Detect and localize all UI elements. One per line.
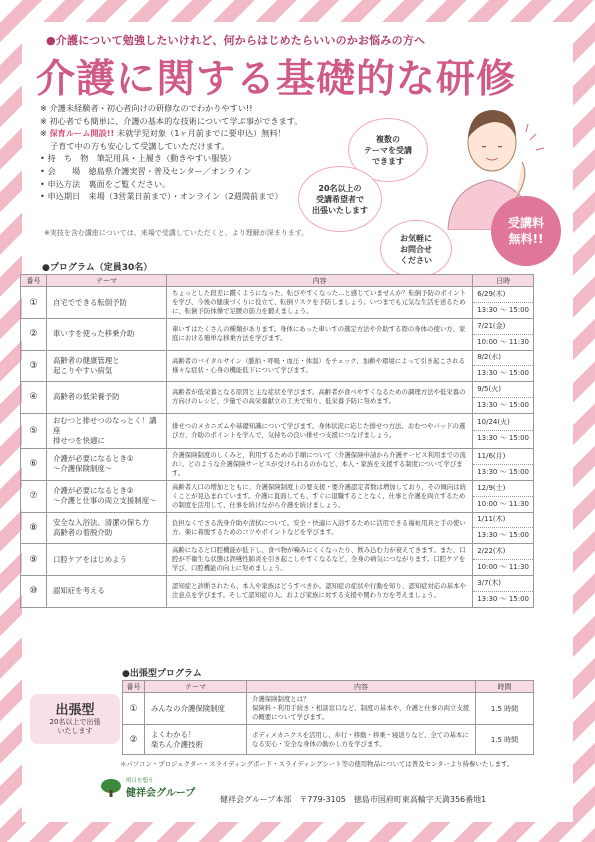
dispatch-section-title: ●出張型プログラム [122, 669, 202, 679]
tree-icon [100, 778, 122, 798]
table-row: ① みんなの介護保険制度 介護保険制度とは？ 保険料・利用手続き・相談窓口など、制度の基本や、介護と仕事の両立支援の概要について学びます。 1.5 時間 [123, 693, 534, 725]
table-row: ③ 高齢者の健康管理と 起こりやすい病気 高齢者のバイタルサイン（脈拍・呼吸・血圧・体温）をチェック、加齢や環境によって引き起こされる様々な症状・心身の機能低下について学びます。 8/2(水) 13:30 ～ 15:00 [21, 350, 534, 382]
table-row: ⑦ 介護が必要になるとき② ～介護と仕事の両立支援制度～ 高齢者人口の増加とともに、介護保険制度上の要支援・要介護認定者数は増加しており、その傾向は続くことが見込まれています。介護に直面しても、すぐに退職することなく、仕事と介護を両立するための制度を活用して、仕事を続けながら介護を続けましょう。 12/9(土) 10:00 ～ 11:30 [21, 480, 534, 512]
bubble-inquiry: お気軽に お問合せ ください [380, 220, 452, 278]
dispatch-label [30, 694, 120, 744]
bullet-item: • 会 場 徳島県介護実習・普及センター／オンライン [40, 165, 252, 176]
bubble-topic: 複数の テーマを受講 できます [348, 118, 428, 182]
logo-name: 健祥会グループ [126, 788, 196, 799]
table-row: ⑥ 介護が必要になるとき① ～介護保険制度～ 介護保険制度のしくみと、利用するための手順について〈介護保険申請から介護サービス利用までの流れ〉。どのような介護保険サービスが受けられるのかなど、本人・家族を支援する制度について学びます。 11/6(月) 13:30 ～ 15:00 [21, 448, 534, 480]
dispatch-label-title: 出張型 [55, 703, 95, 718]
logo-tagline: 明日を想う [126, 778, 154, 784]
bullet-item: • 持 ち 物 筆記用具・上履き（動きやすい服装） [40, 153, 236, 164]
footnote: ＊パソコン・プロジェクター・スライディングボード・スライディングシート等の使用物品については普及センターより持参いたします。 [120, 760, 514, 768]
col-header-num: 番号 [21, 275, 47, 287]
dispatch-label-note: 20名以上で出張 いたします [49, 718, 101, 735]
bubble-dispatch: 20名以上の 受講希望者で 出張いたします [298, 166, 382, 232]
col-header-content: 内容 [167, 275, 473, 287]
table-row: ⑧ 安全な入浴法、清潔の保ち方 高齢者の着脱介助 負担なくできる洗身介助や清拭について。安全・快適に入浴するために活用できる福祉用具と手の使い方。楽に着脱するためのコツやポイントなどを学びます。 1/11(木) 13:30 ～ 15:00 [21, 512, 534, 544]
col-header-num: 番号 [123, 681, 145, 693]
main-title: 介護に関する基礎的な研修 [36, 57, 517, 102]
table-row: ⑨ 口腔ケアをはじめよう 高齢になると口腔機能が低下し、食べ物が噛みにくくなったり、飲み込む力が衰えてきます。また、口腔が不衛生な状態は誤嚥性肺炎を引き起こしやすくなるなど、全身の病気につながります。口腔ケアを学び、口腔機能の向上に努めましょう。 2/22(木) 10:00 ～ 11:30 [21, 544, 534, 576]
small-note: ※実技を含む講座については、来場で受講していただくと、より理解が深まります。 [44, 229, 309, 237]
table-row: ⑩ 認知症を考える 認知症と診断されたら、本人や家族はどうすべきか。認知症の症状や行動を知り、認知症対応の基本や注意点を学びます。そして認知症の人、および家族に対する支援や関わり方を考えましょう。 3/7(木) 13:30 ～ 15:00 [21, 576, 534, 608]
dispatch-table [122, 680, 534, 755]
table-row: ② よくわかる！ 楽ちん介護技術 ボディメカニクスを活用し、歩行・移動・移乗・寝返りなど、全ての基本になる安心・安全な身体の動かし方を学びます。 1.5 時間 [123, 725, 534, 755]
bullet-item: • 申込方法 裏面をご覧ください。 [40, 178, 171, 189]
table-row: ② 車いすを使った移乗介助 車いすはたくさんの種類があります。身体にあった車いすの選定方法や介助する際の身体の使い方、家庭における簡単な移乗方法を学びます。 7/21(金) 10:00 ～ 11:30 [21, 319, 534, 351]
table-row: ① 自宅でできる転倒予防 ちょっとした段差に躓くようになった、転びやすくなった…と感じていませんか？転倒予防のポイントを学び、今後の健康づくりに役立て、転倒リスクを予防しましょう。いつまでも元気な生活を送るために、転倒予防体操で足腰の筋力を鍛えましょう。 6/29(木) 13:30 ～ 15:00 [21, 287, 534, 319]
program-section-title: ●プログラム（定員30名） [42, 263, 153, 273]
bullet-item: • 申込期日 来場（3営業日前まで）・オンライン（2週間前まで） [40, 191, 283, 202]
bullet-item: ※ 介護未経験者・初心者向けの研修なのでわかりやすい!! [40, 103, 253, 113]
bullet-item: ※ 初心者でも簡単に、介護の基本的な技術について学ぶ事ができます。 [40, 115, 303, 126]
address: 健祥会グループ本部 〒779-3105 徳島市国府町東高輪字天満356番地1 [220, 795, 487, 804]
col-header-content: 内容 [247, 681, 476, 693]
table-row: ④ 高齢者の低栄養予防 高齢者が低栄養となる原因と主な症状を学びます。高齢者が食べやすくなるための調理方法や低栄養の方向けのレシピ、少量での高栄養献立の工夫で知り、低栄養予防に努めます。 9/5(火) 13:30 ～ 15:00 [21, 382, 534, 414]
lead-text: ●介護について勉強したいけれど、何からはじめたらいいのかお悩みの方へ [46, 34, 426, 47]
col-header-time: 時間 [476, 681, 534, 693]
bullet-item: 子育て中の方も安心して受講していただけます。 [50, 140, 230, 151]
program-table [20, 274, 534, 608]
org-logo [100, 776, 195, 799]
col-header-theme: テーマ [47, 275, 167, 287]
col-header-date: 日時 [473, 275, 534, 287]
col-header-theme: テーマ [145, 681, 247, 693]
free-badge: 受講料 無料!! [491, 196, 561, 266]
table-row: ⑤ おむつと排せつのなっとく！講座 排せつを快適に 排せつのメカニズムや基礎知識について学びます。身体状況に応じた排せつ方法、おむつやパッドの選び方、介助のポイントを学んで、気持ちの良い排せつ支援につなげましょう。 10/24(火) 13:30 ～ 15:00 [21, 413, 534, 448]
bullet-item: ※ 保育ルーム開設!! 未就学児対象（1ヶ月前までに要申込）無料！ [40, 128, 286, 139]
